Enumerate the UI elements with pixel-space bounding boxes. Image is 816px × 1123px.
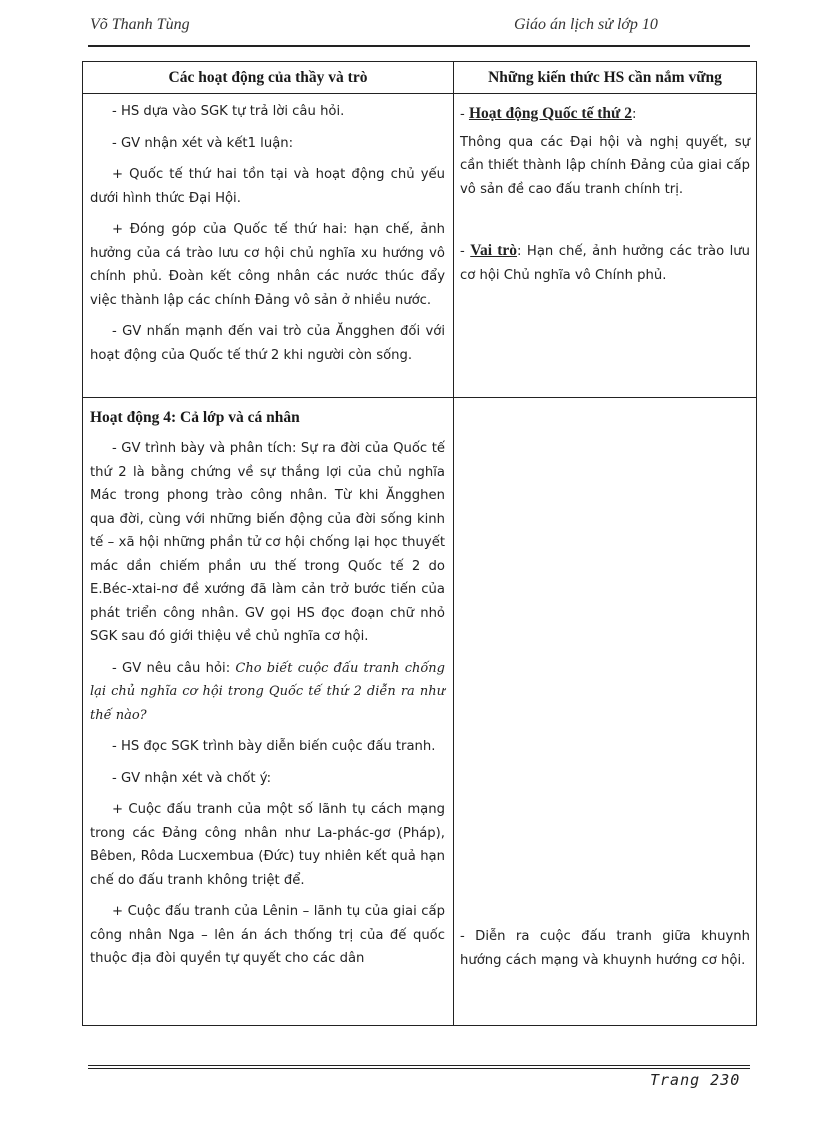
heading-label: Hoạt động Quốc tế thứ 2: [468, 105, 632, 122]
role-paragraph: [460, 239, 750, 287]
table-row: [83, 94, 757, 398]
header-subject: Giáo án lịch sử lớp 10: [514, 16, 658, 33]
question-paragraph: [90, 657, 445, 728]
header-rule: [88, 45, 750, 47]
heading-prefix: -: [460, 107, 469, 122]
col2-header: Những kiến thức HS cần nắm vững: [454, 62, 757, 94]
footer-rule: [88, 1065, 750, 1066]
row2-knowledge: [454, 398, 757, 1026]
paragraph: - HS đọc SGK trình bày diễn biến cuộc đấu tranh.: [112, 739, 436, 754]
paragraph: - GV trình bày và phân tích: Sự ra đời của Quốc tế thứ 2 là bằng chứng về sự thắng lợi của chủ nghĩa Mác trong phong trào công nhân. Từ khi Ăngghen qua đời, cùng với những biến động của đời sống kinh tế – xã hội những phần tử cơ hội chống lại học thuyết mác dần chiếm phần ưu thế trong Quốc tế 2 do E.Béc-xtai-nơ đề xướng đã làm cản trở bước tiến của phát triển công nhân. GV gọi HS đọc đoạn chữ nhỏ SGK sau đó giới thiệu về chủ nghĩa cơ hội.: [90, 441, 445, 644]
paragraph: + Đóng góp của Quốc tế thứ hai: hạn chế, ảnh hưởng của cá trào lưu cơ hội chủ nghĩa xu hướng vô chính phủ. Đoàn kết công nhân các nước thúc đẩy việc thành lập các chính Đảng vô sản ở nhiều nước.: [90, 222, 445, 308]
role-prefix: -: [460, 244, 471, 259]
paragraph: + Quốc tế thứ hai tồn tại và hoạt động chủ yếu dưới hình thức Đại Hội.: [90, 167, 445, 206]
col1-header: Các hoạt động của thầy và trò: [83, 62, 454, 94]
paragraph: - HS dựa vào SGK tự trả lời câu hỏi.: [112, 104, 345, 119]
lesson-table: [82, 61, 757, 1026]
table-row: [83, 398, 757, 1026]
role-label: Vai trò: [470, 242, 518, 259]
row1-activities: [83, 94, 454, 398]
header-author: Võ Thanh Tùng: [90, 16, 190, 33]
paragraph: - GV nhấn mạnh đến vai trò của Ăngghen đối với hoạt động của Quốc tế thứ 2 khi người còn sống.: [90, 324, 445, 363]
spacer: [460, 406, 750, 925]
question-prefix: - GV nêu câu hỏi:: [112, 660, 236, 676]
question-text: Cho biết cuộc đấu tranh chống lại chủ nghĩa cơ hội trong Quốc tế thứ 2 diễn ra như thế nào?: [90, 660, 445, 723]
paragraph: + Cuộc đấu tranh của Lênin – lãnh tụ của giai cấp công nhân Nga – lên án ách thống trị của đế quốc thuộc địa đòi quyền tự quyết cho các dân: [90, 904, 445, 966]
paragraph: Thông qua các Đại hội và nghị quyết, sự cần thiết thành lập chính Đảng của giai cấp vô sản đề cao đấu tranh chính trị.: [460, 134, 750, 197]
paragraph: + Cuộc đấu tranh của một số lãnh tụ cách mạng trong các Đảng công nhân như La-phác-gơ (Pháp), Bêben, Rôda Lucxembua (Đức) tuy nhiên kết quả hạn chế do đấu tranh không triệt để.: [90, 802, 445, 888]
paragraph: - GV nhận xét và chốt ý:: [112, 770, 272, 786]
paragraph: - Diễn ra cuộc đấu tranh giữa khuynh hướng cách mạng và khuynh hướng cơ hội.: [460, 929, 750, 968]
section-heading: [460, 102, 750, 127]
page-number: Trang 230: [650, 1071, 741, 1089]
row2-activities: [83, 398, 454, 1026]
table-header-row: [83, 62, 757, 94]
heading-suffix: :: [631, 107, 637, 122]
role-text: : Hạn chế, ảnh hưởng các trào lưu cơ hội Chủ nghĩa vô Chính phủ.: [460, 244, 751, 283]
paragraph: - GV nhận xét và kết1 luận:: [112, 135, 294, 151]
row1-knowledge: [454, 94, 757, 398]
footer-rule: [88, 1068, 750, 1069]
activity-title: Hoạt động 4: Cả lớp và cá nhân: [90, 409, 300, 426]
